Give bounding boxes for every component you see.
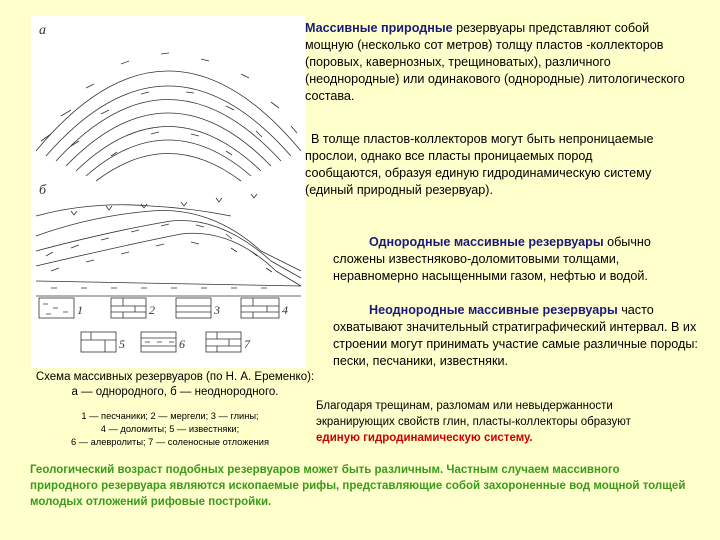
legend-num-3: 3 [214, 303, 220, 317]
panel-a-label: а [39, 23, 46, 38]
paragraph-hydrodynamic-system [316, 398, 676, 446]
paragraph-5-body: Благодаря трещинам, разломам или невыдержанности экранирующих свойств глин, пласты-коллекторы образуют [316, 400, 631, 428]
legend-caption-line-2: 4 — доломиты; 5 — известняки; [100, 424, 240, 434]
legend-num-2: 2 [149, 303, 155, 317]
paragraph-5-highlight: единую гидродинамическую систему. [316, 432, 533, 444]
reservoir-diagram [31, 16, 306, 368]
legend-num-1: 1 [77, 303, 83, 317]
legend-num-7: 7 [244, 337, 250, 351]
paragraph-1-body: резервуары представляют собой мощную (несколько сот метров) толщу пластов -коллекторов (поровых, кавернозных, трещиноватых), различного (неоднородные) или одинакового (однородные) литологического состава. [305, 21, 685, 103]
legend-caption [40, 410, 300, 449]
legend-num-5: 5 [119, 337, 125, 351]
paragraph-3-term: Однородные массивные резервуары [369, 235, 604, 249]
reservoir-scheme-figure [31, 16, 306, 368]
legend-num-6: 6 [179, 337, 185, 351]
legend-num-4: 4 [282, 303, 288, 317]
panel-b-label: б [39, 183, 47, 198]
legend-caption-line-1: 1 — песчаники; 2 — мергели; 3 — глины; [81, 411, 259, 421]
figure-caption-line-2: а — однородного, б — неоднородного. [71, 386, 279, 398]
legend-caption-line-3: 6 — алевролиты; 7 — соленосные отложения [70, 437, 270, 447]
paragraph-impermeable-layers: В толще пластов-коллекторов могут быть непроницаемые прослои, однако все пласты проницаемых пород сообщаются, образуя единую гидродинамическую систему (единый природный резервуар). [305, 132, 654, 197]
figure-caption [30, 370, 320, 400]
paragraph-4-term: Неоднородные массивные резервуары [369, 303, 618, 317]
paragraph-homogeneous [333, 234, 703, 285]
paragraph-4-body: часто охватывают значительный стратиграфический интервал. В их строении могут принимать участие самые различные породы: пески, песчаники, известняки. [333, 303, 698, 368]
paragraph-1-term: Массивные природные [305, 21, 453, 35]
paragraph-3-body: обычно сложены известняково-доломитовыми толщами, неравномерно насыщенными газом, нефтью и водой. [333, 235, 651, 283]
paragraph-heterogeneous [333, 302, 703, 370]
figure-caption-line-1: Схема массивных резервуаров (по Н. А. Еременко): [35, 371, 315, 383]
paragraph-geological-age: Геологический возраст подобных резервуаров может быть различным. Частным случаем массивного природного резервуара являются ископаемые рифы, представляющие собой захороненные вод мощной толщей молодых отложений рифовые постройки. [30, 464, 686, 508]
paragraph-massive-reservoirs [305, 20, 685, 105]
